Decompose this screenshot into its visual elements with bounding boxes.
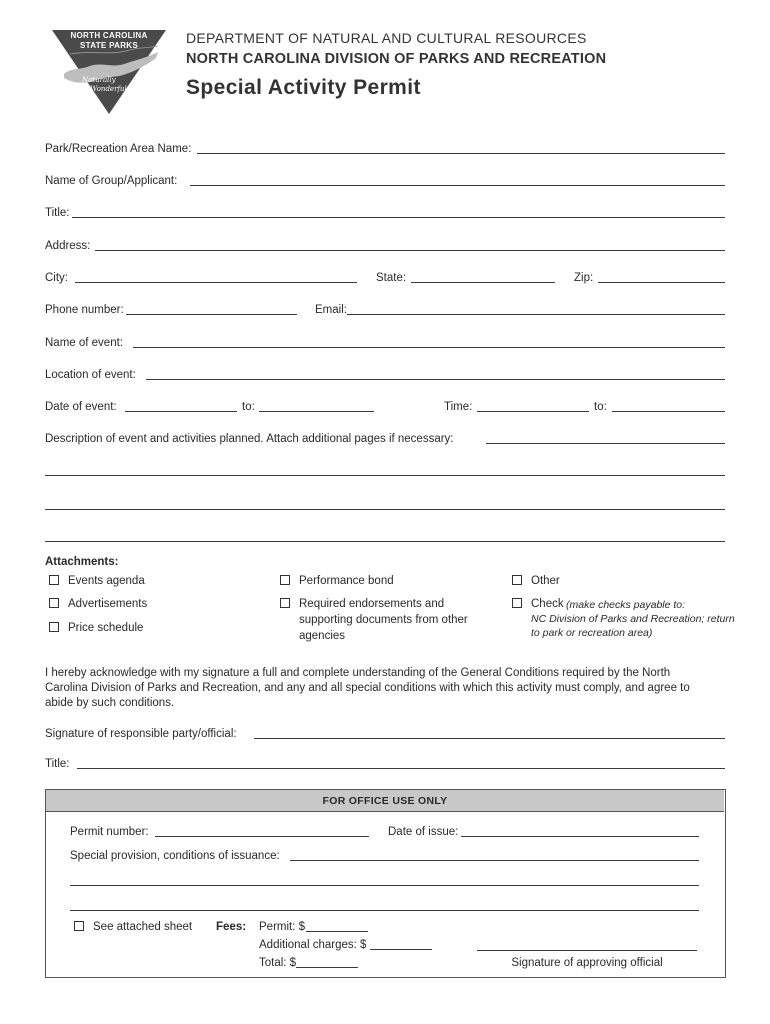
city-label: City: bbox=[45, 272, 68, 284]
approving-signature-field[interactable] bbox=[477, 950, 697, 951]
total-label: Total: $ bbox=[259, 957, 297, 969]
additional-charges-field[interactable] bbox=[370, 949, 432, 950]
event-location-label: Location of event: bbox=[45, 369, 136, 381]
price-schedule-checkbox[interactable] bbox=[49, 622, 59, 632]
responsible-signature-label: Signature of responsible party/official: bbox=[45, 728, 237, 740]
division-name: NORTH CAROLINA DIVISION OF PARKS AND RECREATION bbox=[186, 51, 607, 67]
time-to-label: to: bbox=[594, 401, 607, 413]
form-title: Special Activity Permit bbox=[186, 76, 421, 99]
additional-charges-label: Additional charges: $ bbox=[259, 939, 367, 951]
city-field[interactable] bbox=[75, 282, 357, 283]
see-attached-checkbox[interactable] bbox=[74, 921, 84, 931]
phone-field[interactable] bbox=[126, 314, 297, 315]
date-of-issue-label: Date of issue: bbox=[388, 826, 459, 838]
group-name-label: Name of Group/Applicant: bbox=[45, 175, 178, 187]
event-name-label: Name of event: bbox=[45, 337, 123, 349]
check-note-2: NC Division of Parks and Recreation; return bbox=[531, 613, 735, 625]
event-date-to-field[interactable] bbox=[259, 411, 374, 412]
advertisements-label: Advertisements bbox=[68, 598, 148, 610]
permit-number-label: Permit number: bbox=[70, 826, 149, 838]
fees-label: Fees: bbox=[216, 921, 247, 933]
approving-signature-label: Signature of approving official bbox=[511, 957, 663, 969]
acknowledgement-line-3: abide by such conditions. bbox=[45, 697, 175, 709]
acknowledgement-line-2: Carolina Division of Parks and Recreation, and any and all special conditions with which this activity must comply, and agree to bbox=[45, 682, 690, 694]
signer-title-label: Title: bbox=[45, 758, 70, 770]
permit-number-field[interactable] bbox=[155, 836, 369, 837]
title-field[interactable] bbox=[72, 217, 725, 218]
special-provision-field-1[interactable] bbox=[290, 860, 699, 861]
event-date-label: Date of event: bbox=[45, 401, 117, 413]
see-attached-label: See attached sheet bbox=[93, 921, 193, 933]
signer-title-field[interactable] bbox=[77, 768, 725, 769]
logo-tagline-2: Wonderful bbox=[90, 85, 127, 93]
state-field[interactable] bbox=[411, 282, 555, 283]
date-of-issue-field[interactable] bbox=[461, 836, 699, 837]
logo-text-line2: STATE PARKS bbox=[80, 41, 138, 50]
events-agenda-checkbox[interactable] bbox=[49, 575, 59, 585]
email-label: Email: bbox=[315, 304, 347, 316]
other-checkbox[interactable] bbox=[512, 575, 522, 585]
park-name-field[interactable] bbox=[197, 153, 725, 154]
attachments-heading: Attachments: bbox=[45, 556, 119, 568]
logo-tagline-1: Naturally bbox=[82, 76, 116, 84]
special-provision-field-2[interactable] bbox=[70, 885, 699, 886]
event-location-field[interactable] bbox=[146, 379, 725, 380]
group-name-field[interactable] bbox=[190, 185, 725, 186]
time-label: Time: bbox=[444, 401, 473, 413]
description-field-line-3[interactable] bbox=[45, 509, 725, 510]
performance-bond-checkbox[interactable] bbox=[280, 575, 290, 585]
address-label: Address: bbox=[45, 240, 91, 252]
description-field-line-1[interactable] bbox=[486, 443, 725, 444]
description-field-line-2[interactable] bbox=[45, 475, 725, 476]
park-name-label: Park/Recreation Area Name: bbox=[45, 143, 192, 155]
zip-field[interactable] bbox=[598, 282, 725, 283]
description-field-line-4[interactable] bbox=[45, 541, 725, 542]
event-date-to-label: to: bbox=[242, 401, 255, 413]
logo-text-line1: NORTH CAROLINA bbox=[70, 31, 148, 40]
title-label: Title: bbox=[45, 207, 70, 219]
other-label: Other bbox=[531, 575, 560, 587]
endorsements-label-3: agencies bbox=[299, 630, 346, 642]
special-provision-field-3[interactable] bbox=[70, 910, 699, 911]
event-date-from-field[interactable] bbox=[125, 411, 237, 412]
endorsements-label-1: Required endorsements and bbox=[299, 598, 445, 610]
state-label: State: bbox=[376, 272, 407, 284]
endorsements-checkbox[interactable] bbox=[280, 598, 290, 608]
office-use-heading: FOR OFFICE USE ONLY bbox=[322, 795, 448, 807]
permit-fee-label: Permit: $ bbox=[259, 921, 306, 933]
performance-bond-label: Performance bond bbox=[299, 575, 394, 587]
permit-fee-field[interactable] bbox=[306, 931, 368, 932]
acknowledgement-line-1: I hereby acknowledge with my signature a full and complete understanding of the General Conditions required by the North bbox=[45, 667, 671, 679]
check-note-3: to park or recreation area) bbox=[531, 627, 653, 639]
check-checkbox[interactable] bbox=[512, 598, 522, 608]
events-agenda-label: Events agenda bbox=[68, 575, 145, 587]
time-from-field[interactable] bbox=[477, 411, 589, 412]
email-field[interactable] bbox=[347, 314, 725, 315]
phone-label: Phone number: bbox=[45, 304, 124, 316]
description-label: Description of event and activities planned. Attach additional pages if necessary: bbox=[45, 433, 454, 445]
department-name: DEPARTMENT OF NATURAL AND CULTURAL RESOURCES bbox=[186, 30, 587, 46]
zip-label: Zip: bbox=[574, 272, 594, 284]
special-provision-label: Special provision, conditions of issuance: bbox=[70, 850, 280, 862]
endorsements-label-2: supporting documents from other bbox=[299, 614, 468, 626]
address-field[interactable] bbox=[95, 250, 725, 251]
responsible-signature-field[interactable] bbox=[254, 738, 725, 739]
check-label: Check bbox=[531, 598, 564, 610]
event-name-field[interactable] bbox=[133, 347, 725, 348]
total-field[interactable] bbox=[296, 967, 358, 968]
advertisements-checkbox[interactable] bbox=[49, 598, 59, 608]
price-schedule-label: Price schedule bbox=[68, 622, 144, 634]
time-to-field[interactable] bbox=[612, 411, 725, 412]
check-note-1: (make checks payable to: bbox=[566, 599, 686, 611]
